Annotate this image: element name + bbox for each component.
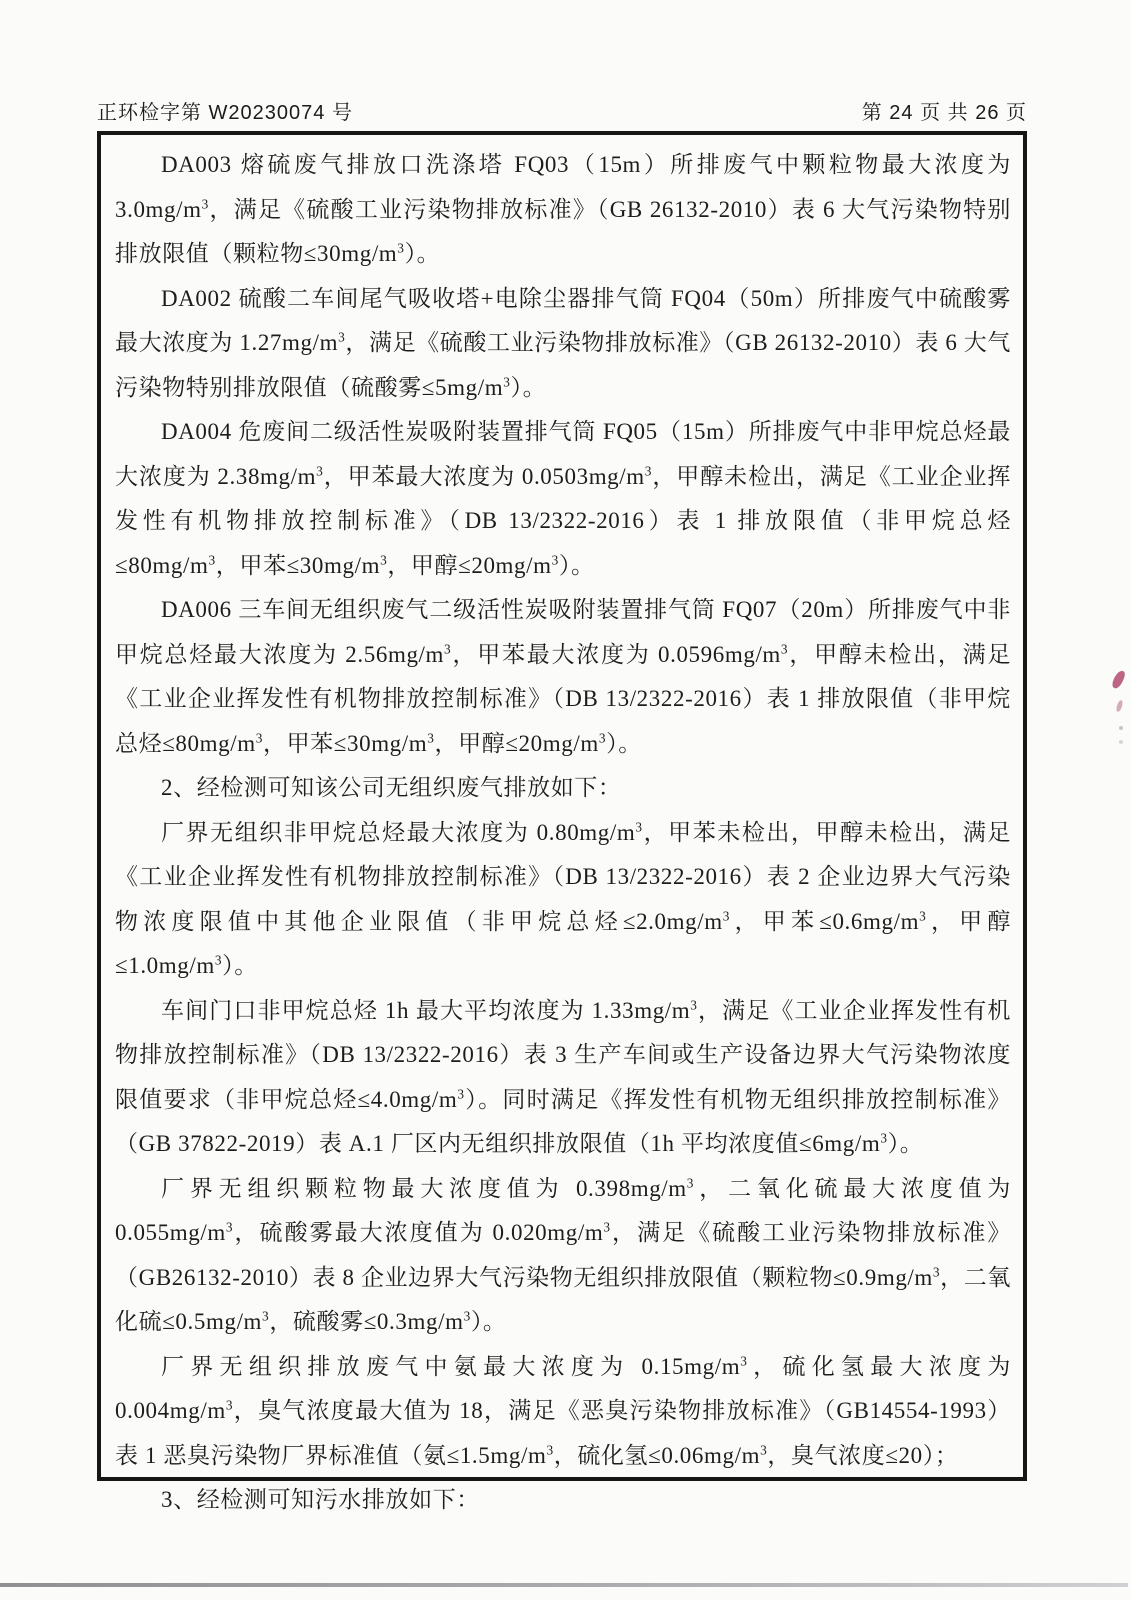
content-border-box [97,131,1027,1512]
ink-mark [1119,726,1123,730]
page-indicator: 第 24 页 共 26 页 [861,102,1027,124]
doc-number: 正环检字第 W20230074 号 [97,102,353,124]
paragraph-boundary-odor: 厂界无组织排放废气中氨最大浓度为 $0.15mg/m^3$，硫化氢最大浓度为 $0.004mg/m^3$，臭气浓度最大值为 18，满足《恶臭污染物排放标准》（GB14554-1993）表 1 恶臭污染物厂界标准值（氨$\le 1.5mg/m^3$，硫化氢$\le 0.06mg/m^3$，臭气浓度≤20）； [115,1352,1011,1468]
document-header [97,96,1027,125]
paragraph-da006: DA006 三车间无组织废气二级活性炭吸附装置排气筒 FQ07（20m）所排废气中非甲烷总烃最大浓度为 $2.56mg/m^3$，甲苯最大浓度为 $0.0596mg/m^3$，甲醇未检出，满足《工业企业挥发性有机物排放控制标准》（DB 13/2322-2016）表 1 排放限值（非甲烷总烃$\le 80mg/m^3$，甲苯$\le 30mg/m^3$，甲醇$\le 20mg/m^3$）。 [115,597,1011,756]
scan-edge-line [0,1583,1128,1587]
paragraph-da004: DA004 危废间二级活性炭吸附装置排气筒 FQ05（15m）所排废气中非甲烷总烃最大浓度为 $2.38mg/m^3$，甲苯最大浓度为 $0.0503mg/m^3$，甲醇未检出，满足《工业企业挥发性有机物排放控制标准》（DB 13/2322-2016）表 1 排放限值（非甲烷总烃$\le 80mg/m^3$，甲苯$\le 30mg/m^3$，甲醇$\le 20mg/m^3$）。 [115,419,1011,578]
ink-mark [1119,740,1123,744]
paragraph-da003: DA003 熔硫废气排放口洗涤塔 FQ03（15m）所排废气中颗粒物最大浓度为 $3.0mg/m^3$，满足《硫酸工业污染物排放标准》（GB 26132-2010）表 6 大气污染物特别排放限值（颗粒物$\le 30mg/m^3$）。 [115,152,1011,266]
paragraph-da002: DA002 硫酸二车间尾气吸收塔+电除尘器排气筒 FQ04（50m）所排废气中硫酸雾最大浓度为 $1.27mg/m^3$，满足《硫酸工业污染物排放标准》（GB 26132-2010）表 6 大气污染物特别排放限值（硫酸雾$\le 5mg/m^3$）。 [115,285,1011,400]
paragraph-boundary-particulate: 厂界无组织颗粒物最大浓度值为 $0.398mg/m^3$，二氧化硫最大浓度值为 $0.055mg/m^3$，硫酸雾最大浓度值为 $0.020mg/m^3$，满足《硫酸工业污染物排放标准》（GB26132-2010）表 8 企业边界大气污染物无组织排放限值（颗粒物$\le 0.9mg/m^3$，二氧化硫$\le 0.5mg/m^3$，硫酸雾$\le 0.3mg/m^3$）。 [115,1174,1012,1334]
ink-mark [1111,669,1127,690]
paragraph-section-2-heading: 2、经检测可知该公司无组织废气排放如下： [161,775,622,800]
paragraph-boundary-nmhc: 厂界无组织非甲烷总烃最大浓度为 $0.80mg/m^3$，甲苯未检出，甲醇未检出，满足《工业企业挥发性有机物排放控制标准》（DB 13/2322-2016）表 2 企业边界大气污染物浓度限值中其他企业限值（非甲烷总烃$\le 2.0mg/m^3$，甲苯$\le 0.6mg/m^3$，甲醇$\le 1.0mg/m^3$）。 [115,818,1012,978]
paragraph-section-3-heading: 3、经检测可知污水排放如下： [161,1487,480,1512]
ink-mark [1115,700,1123,713]
paragraph-workshop-door-nmhc: 车间门口非甲烷总烃 1h 最大平均浓度为 $1.33mg/m^3$，满足《工业企业挥发性有机物排放控制标准》（DB 13/2322-2016）表 3 生产车间或生产设备边界大气污染物浓度限值要求（非甲烷总烃$\le 4.0mg/m^3$）。同时满足《挥发性有机物无组织排放控制标准》（GB 37822-2019）表 A.1 厂区内无组织排放限值（1h 平均浓度值$\le 6mg/m^3$）。 [115,996,1011,1156]
